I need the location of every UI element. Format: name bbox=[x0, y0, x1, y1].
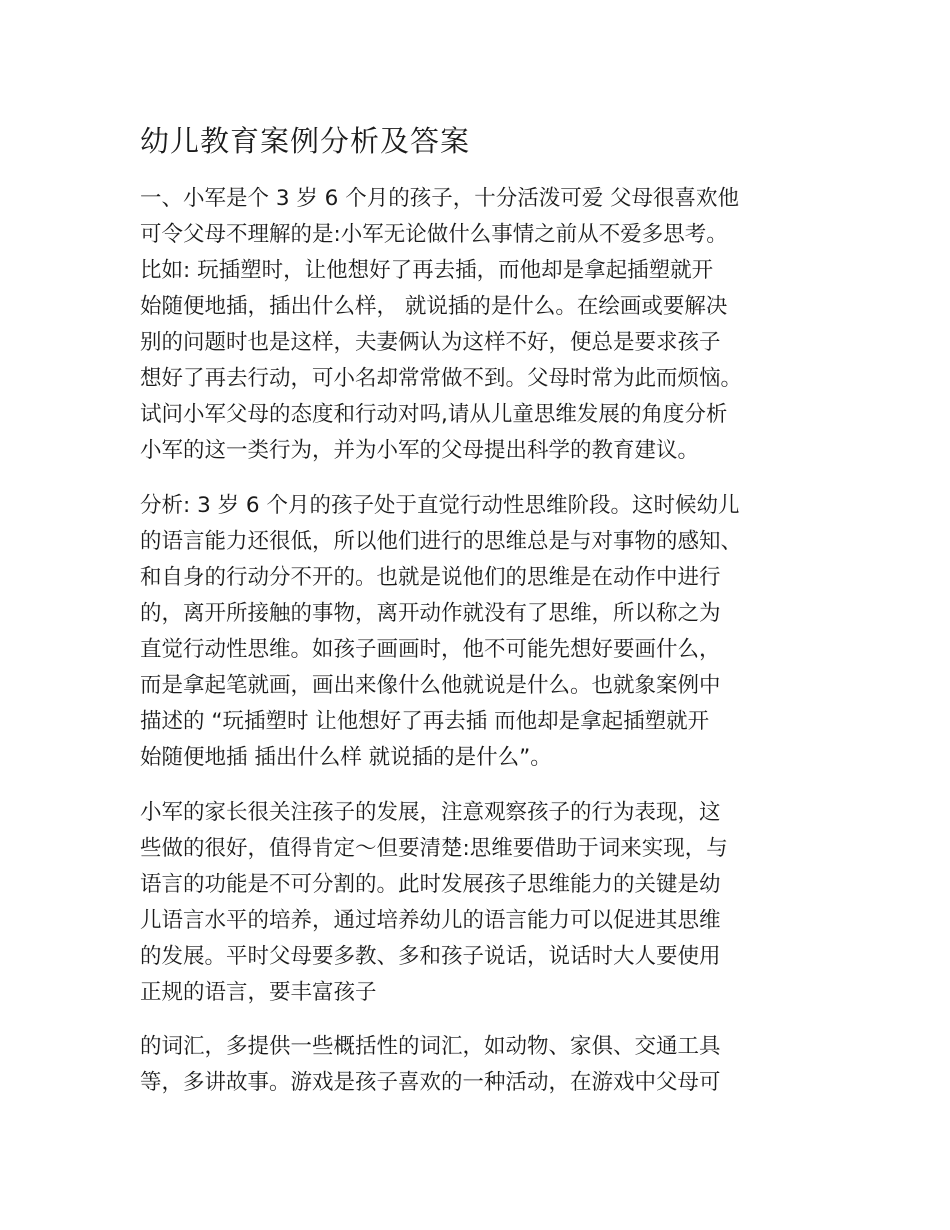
text-line: 始随便地插 插出什么样 就说插的是什么”。 bbox=[140, 745, 552, 770]
text-line: 比如: 玩插塑时，让他想好了再去插，而他却是拿起插塑就开 bbox=[140, 258, 714, 283]
text-line: 始随便地插，插出什么样， 就说插的是什么。在绘画或要解决 bbox=[140, 294, 728, 319]
text-line: 描述的 “玩插塑时 让他想好了再去插 而他却是拿起插塑就开 bbox=[140, 709, 710, 734]
text-line: 小军的这一类行为，并为小军的父母提出科学的教育建议。 bbox=[140, 438, 700, 463]
advice-paragraph bbox=[140, 795, 820, 1011]
text-line: 试问小军父母的态度和行动对吗,请从儿童思维发展的角度分析 bbox=[140, 402, 728, 427]
question-paragraph bbox=[140, 181, 820, 469]
text-line: 的，离开所接触的事物，离开动作就没有了思维，所以称之为 bbox=[140, 601, 721, 626]
document-title: 幼儿教育案例分析及答案 bbox=[140, 124, 471, 158]
analysis-paragraph bbox=[140, 488, 820, 776]
text-line: 一、小军是个 3 岁 6 个月的孩子，十分活泼可爱 父母很喜欢他 bbox=[140, 186, 740, 211]
text-line: 儿语言水平的培养，通过培养幼儿的语言能力可以促进其思维 bbox=[140, 908, 721, 933]
text-line: 正规的语言，要丰富孩子 bbox=[140, 980, 377, 1005]
text-line: 直觉行动性思维。如孩子画画时，他不可能先想好要画什么， bbox=[140, 637, 721, 662]
text-line: 语言的功能是不可分割的。此时发展孩子思维能力的关键是幼 bbox=[140, 872, 721, 897]
text-line: 的语言能力还很低，所以他们进行的思维总是与对事物的感知、 bbox=[140, 529, 743, 554]
text-line: 等，多讲故事。游戏是孩子喜欢的一种活动，在游戏中父母可 bbox=[140, 1070, 721, 1095]
continuation-paragraph bbox=[140, 1029, 820, 1101]
text-line: 小军的家长很关注孩子的发展，注意观察孩子的行为表现，这 bbox=[140, 800, 721, 825]
text-line: 想好了再去行动，可小名却常常做不到。父母时常为此而烦恼。 bbox=[140, 366, 743, 391]
text-line: 些做的很好，值得肯定～但要清楚:思维要借助于词来实现，与 bbox=[140, 836, 728, 861]
text-line: 的发展。平时父母要多教、多和孩子说话，说话时大人要使用 bbox=[140, 944, 721, 969]
text-line: 的词汇，多提供一些概括性的词汇，如动物、家俱、交通工具 bbox=[140, 1034, 721, 1059]
text-line: 和自身的行动分不开的。也就是说他们的思维是在动作中进行 bbox=[140, 565, 721, 590]
text-line: 分析: 3 岁 6 个月的孩子处于直觉行动性思维阶段。这时候幼儿 bbox=[140, 493, 740, 518]
text-line: 可令父母不理解的是:小军无论做什么事情之前从不爱多思考。 bbox=[140, 222, 728, 247]
text-line: 而是拿起笔就画，画出来像什么他就说是什么。也就象案例中 bbox=[140, 673, 721, 698]
text-line: 别的问题时也是这样，夫妻俩认为这样不好，便总是要求孩子 bbox=[140, 330, 721, 355]
